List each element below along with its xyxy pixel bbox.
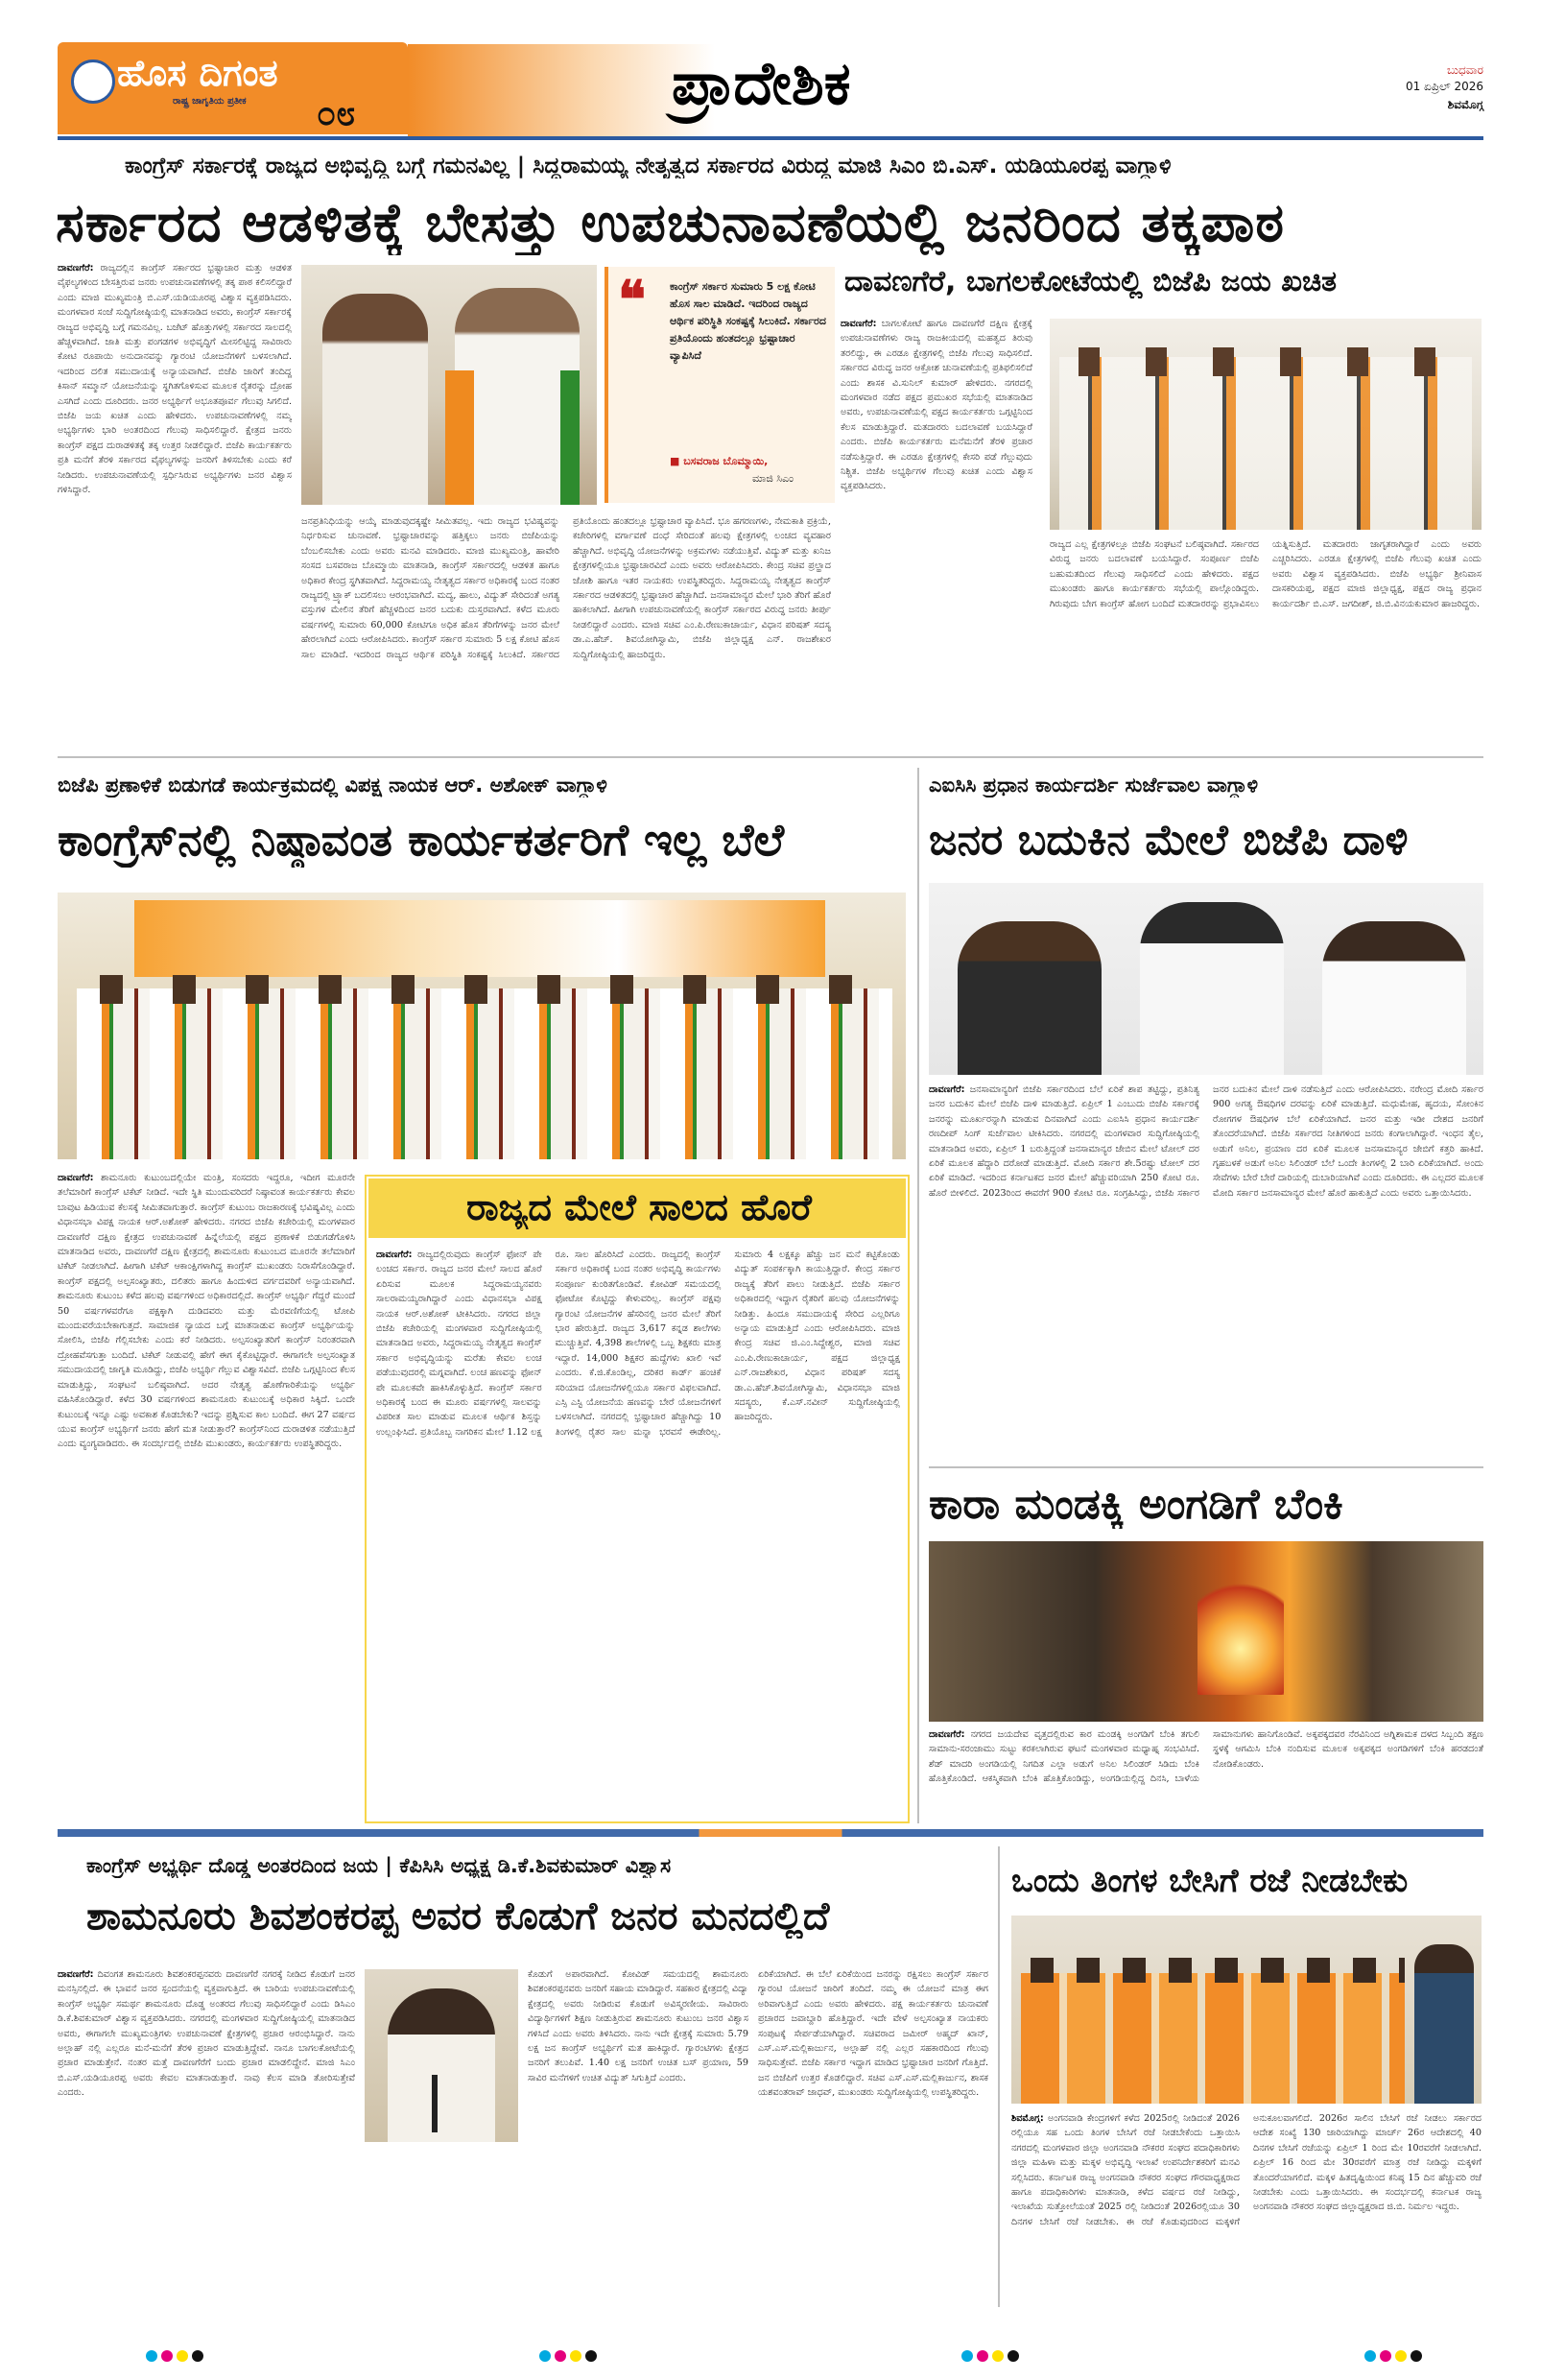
story5-body-2: ಕೊಡುಗೆ ಅಪಾರವಾಗಿದೆ. ಕೋವಿಡ್ ಸಮಯದಲ್ಲಿ ಶಾಮನೂರು ಶಿವಶಂಕರಪ್ಪನವರು ಜನರಿಗೆ ಸಹಾಯ ಮಾಡಿದ್ದಾರೆ. ಸಹಕಾರ ಕ್ಷೇತ್ರದಲ್ಲಿ ವಿದ್ಯಾ ಕ್ಷೇತ್ರದಲ್ಲಿ ಅವರು ನೀಡಿರುವ ಕೊಡುಗೆ ಅವಿಸ್ಮರಣೀಯ. ಸಾವಿರಾರು ವಿದ್ಯಾರ್ಥಿಗಳಿಗೆ ಶಿಕ್ಷಣ ನೀಡುತ್ತಿರುವ ಶಾಮನೂರು ಕುಟುಂಬ ಜನರ ವಿಶ್ವಾಸ ಗಳಿಸಿದೆ ಎಂದು ಅವರು ತಿಳಿಸಿದರು. ನಾನು ಇದೇ ಕ್ಷೇತ್ರಕ್ಕೆ ಸುಮಾರು 5.79 ಲಕ್ಷ ಜನ ಕಾಂಗ್ರೆಸ್ ಅಭ್ಯರ್ಥಿಗೆ ಮತ ಹಾಕಿದ್ದಾರೆ. ಗ್ಯಾರಂಟಿಗಳು ಕ್ಷೇತ್ರದ ಜನರಿಗೆ ತಲುಪಿವೆ. 1.40 ಲಕ್ಷ ಜನರಿಗೆ ಉಚಿತ ಬಸ್ ಪ್ರಯಾಣ, 59 ಸಾವಿರ ಮನೆಗಳಿಗೆ ಉಚಿತ ವಿದ್ಯುತ್ ಸಿಗುತ್ತಿದೆ ಎಂದರು.	[528, 1969, 748, 2083]
story4-dateline: ದಾವಣಗೆರೆ:	[929, 1729, 965, 1740]
photo-person-1	[322, 294, 428, 505]
rule-vertical-mid	[917, 768, 919, 1823]
reg-black-dot	[1008, 2350, 1019, 2362]
rule-vertical-bottom	[998, 1846, 1000, 2307]
side-photo-heads	[1059, 347, 1472, 376]
masthead	[58, 42, 1483, 138]
side-photo-group	[1059, 357, 1472, 530]
loan-box-headline: ರಾಜ್ಯದ ಮೇಲೆ ಸಾಲದ ಹೊರೆ	[466, 1186, 812, 1228]
story4-fire	[1197, 1580, 1284, 1695]
story5-headline: ಶಾಮನೂರು ಶಿವಶಂಕರಪ್ಪ ಅವರ ಕೊಡುಗೆ ಜನರ ಮನದಲ್ಲಿದೆ	[86, 1894, 830, 1939]
story2-headline: ಕಾಂಗ್ರೆಸ್‌ನಲ್ಲಿ ನಿಷ್ಠಾವಂತ ಕಾರ್ಯಕರ್ತರಿಗೆ ಇಲ್ಲ ಬೆಲೆ	[58, 814, 785, 866]
reg-black-dot	[192, 2350, 203, 2362]
story5-body-3: ಏರಿಕೆಯಾಗಿದೆ. ಈ ಬೆಲೆ ಏರಿಕೆಯಿಂದ ಜನರನ್ನು ರಕ್ಷಿಸಲು ಕಾಂಗ್ರೆಸ್ ಸರ್ಕಾರ ಗ್ಯಾರಂಟಿ ಯೋಜನೆ ಜಾರಿಗೆ ತಂದಿದೆ. ನಮ್ಮ ಈ ಯೋಜನೆ ಮಾತ್ರ ಈಗ ಅರಿವಾಗುತ್ತಿದೆ ಎಂದು ಅವರು ಹೇಳಿದರು. ಪಕ್ಷ ಕಾರ್ಯಕರ್ತರು ಚುನಾವಣೆ ಪ್ರಚಾರದ ಜವಾಬ್ದಾರಿ ಹೊತ್ತಿದ್ದಾರೆ. ಇದೇ ವೇಳೆ ಅಲ್ಪಸಂಖ್ಯಾತ ನಾಯಕರು ಸಂಪುಟಕ್ಕೆ ಸೇರ್ಪಡೆಯಾಗಿದ್ದಾರೆ. ಸಚಿವರಾದ ಜಮೀರ್ ಅಹ್ಮದ್ ಖಾನ್, ಎಸ್.ಎಸ್.ಮಲ್ಲಿಕಾರ್ಜುನ, ಅಲ್ಲಾಹ್ ನಲ್ಲಿ ಎಲ್ಲರ ಸಹಕಾರದಿಂದ ಗೆಲುವು ಸಾಧಿಸುತ್ತೇವೆ. ಬಿಜೆಪಿ ಸರ್ಕಾರ ಇದ್ದಾಗ ಮಾಡಿದ ಭ್ರಷ್ಟಾಚಾರ ಜನರಿಗೆ ಗೊತ್ತಿದೆ. ಜನ ಬಿಜೆಪಿಗೆ ಉತ್ತರ ಕೊಡಲಿದ್ದಾರೆ. ಸಚಿವ ಎಸ್.ಎಸ್.ಮಲ್ಲಿಕಾರ್ಜುನ, ಶಾಸಕ ಯಶವಂತರಾವ್ ಜಾಧವ್, ಮುಖಂಡರು ಸುದ್ದಿಗೋಷ್ಠಿಯಲ್ಲಿ ಉಪಸ್ಥಿತರಿದ್ದರು.	[758, 1969, 988, 2099]
divider-bar	[58, 1829, 1483, 1837]
side-headline: ದಾವಣಗೆರೆ, ಬಾಗಲಕೋಟೆಯಲ್ಲಿ ಬಿಜೆಪಿ ಜಯ ಖಚಿತ	[844, 265, 1483, 298]
story3-photo	[929, 883, 1483, 1075]
reg-cyan-dot	[146, 2350, 157, 2362]
story5-body-1: ದಿವಂಗತ ಶಾಮನೂರು ಶಿವಶಂಕರಪ್ಪನವರು ದಾವಣಗೆರೆ ನಗರಕ್ಕೆ ನೀಡಿದ ಕೊಡುಗೆ ಜನರ ಮನಸ್ಸಿನಲ್ಲಿದೆ. ಈ ಭಾವನೆ ಜನರ ಸ್ಪಂದನೆಯಲ್ಲಿ ವ್ಯಕ್ತವಾಗುತ್ತಿದೆ. ಈ ಬಾರಿಯ ಉಪಚುನಾವಣೆಯಲ್ಲಿ ಕಾಂಗ್ರೆಸ್ ಅಭ್ಯರ್ಥಿ ಸಮರ್ಥ ಶಾಮನೂರು ದೊಡ್ಡ ಅಂತರದ ಗೆಲುವು ಸಾಧಿಸಲಿದ್ದಾರೆ ಎಂದು ಡಿಸಿಎಂ ಡಿ.ಕೆ.ಶಿವಕುಮಾರ್ ವಿಶ್ವಾಸ ವ್ಯಕ್ತಪಡಿಸಿದರು. ನಗರದಲ್ಲಿ ಮಂಗಳವಾರ ಸುದ್ದಿಗೋಷ್ಠಿಯಲ್ಲಿ ಮಾತನಾಡಿದ ಅವರು, ಈಗಾಗಲೇ ಮುಖ್ಯಮಂತ್ರಿಗಳು ಉಪಚುನಾವಣೆ ಕ್ಷೇತ್ರಗಳಲ್ಲಿ ಪ್ರಚಾರ ಆರಂಭಿಸಿದ್ದಾರೆ. ನಾನು ಅಲ್ಲಾಹ್ ನಲ್ಲಿ ಎಲ್ಲರೂ ಮನೆ-ಮನೆಗೆ ತೆರಳಿ ಪ್ರಚಾರ ಮಾಡುತ್ತಿದ್ದೇವೆ. ನಾನೂ ಬಾಗಲಕೋಟೆಯಲ್ಲಿ ಪ್ರಚಾರ ಮಾಡುತ್ತೇನೆ. ನಂತರ ಮತ್ತೆ ದಾವಣಗೆರೆಗೆ ಬಂದು ಪ್ರಚಾರ ಮಾಡಲಿದ್ದೇನೆ. ಮಾಜಿ ಸಿಎಂ ಬಿ.ಎಸ್.ಯಡಿಯೂರಪ್ಪ ಅವರು ಕೇವಲ ಮಾತನಾಡುತ್ತಾರೆ. ನಾವು ಕೆಲಸ ಮಾಡಿ ತೋರಿಸುತ್ತೇವೆ ಎಂದರು.	[58, 1969, 355, 2099]
story5-col2	[528, 1967, 748, 2303]
story2-people	[77, 988, 892, 1159]
section-title: ಪ್ರಾದೇಶಿಕ	[672, 48, 851, 118]
story2-photo	[58, 892, 906, 1159]
registration-marks-center	[537, 2347, 599, 2366]
photo-shawl-2	[560, 370, 580, 505]
story5-col1	[58, 1967, 355, 2303]
masthead-underline	[58, 136, 1483, 140]
story3-person-2	[1140, 902, 1284, 1075]
masthead-date-block	[1382, 63, 1483, 112]
story3-kicker: ಎಐಸಿಸಿ ಪ್ರಧಾನ ಕಾರ್ಯದರ್ಶಿ ಸುರ್ಜೆವಾಲ ವಾಗ್ದಾಳಿ	[929, 774, 1259, 797]
lead-body-2: ಜನಪ್ರತಿನಿಧಿಯನ್ನು ಆಯ್ಕೆ ಮಾಡುವುದಕ್ಕಷ್ಟೇ ಸೀಮಿತವಲ್ಲ. ಇದು ರಾಜ್ಯದ ಭವಿಷ್ಯವನ್ನು ನಿರ್ಧರಿಸುವ ಚುನಾವಣೆ. ಭ್ರಷ್ಟಾಚಾರವನ್ನು ಹತ್ತಿಕ್ಕಲು ಜನರು ಬಿಜೆಪಿಯನ್ನು ಬೆಂಬಲಿಸಬೇಕು ಎಂದು ಅವರು ಮನವಿ ಮಾಡಿದರು. ಮಾಜಿ ಮುಖ್ಯಮಂತ್ರಿ, ಹಾವೇರಿ ಸಂಸದ ಬಸವರಾಜ ಬೊಮ್ಮಾಯಿ ಮಾತನಾಡಿ, ಕಾಂಗ್ರೆಸ್ ಸರ್ಕಾರದಲ್ಲಿ ಆಡಳಿತ ಹಾಗೂ ಅಧಿಕಾರ ಕೇಂದ್ರ ಸ್ಥಗಿತವಾಗಿದೆ. ಸಿದ್ದರಾಮಯ್ಯ ನೇತೃತ್ವದ ಸರ್ಕಾರ ಅಧಿಕಾರಕ್ಕೆ ಬಂದ ನಂತರ ರಾಜ್ಯದಲ್ಲಿ ಟ್ರ್ಯಾಕ್ ಬದಲಿಸಲು ಆರಂಭವಾಗಿದೆ. ಮದ್ಯ, ಹಾಲು, ವಿದ್ಯುತ್ ಸೇರಿದಂತೆ ಅಗತ್ಯ ವಸ್ತುಗಳ ಮೇಲಿನ ತೆರಿಗೆ ಹೆಚ್ಚಳದಿಂದ ಜನರ ಬದುಕು ದುಸ್ತರವಾಗಿದೆ. ಕಳೆದ ಮೂರು ವರ್ಷಗಳಲ್ಲಿ ಸುಮಾರು 60,000 ಕೋಟಿಗೂ ಅಧಿಕ ಹೊಸ ತೆರಿಗೆಗಳನ್ನು ಜನರ ಮೇಲೆ ಹೇರಲಾಗಿದೆ ಎಂದು ಆರೋಪಿಸಿದರು. ಕಾಂಗ್ರೆಸ್ ಸರ್ಕಾರ ಸುಮಾರು 5 ಲಕ್ಷ ಕೋಟಿ ಹೊಸ ಸಾಲ ಮಾಡಿದೆ. ಇದರಿಂದ ರಾಜ್ಯದ ಆರ್ಥಿಕ ಪರಿಸ್ಥಿತಿ ಸಂಕಷ್ಟಕ್ಕೆ ಸಿಲುಕಿದೆ. ಸರ್ಕಾರದ ಪ್ರತಿಯೊಂದು ಹಂತದಲ್ಲೂ ಭ್ರಷ್ಟಾಚಾರ ವ್ಯಾಪಿಸಿದೆ. ಭೂ ಹಗರಣಗಳು, ನೇಮಕಾತಿ ಪ್ರಕ್ರಿಯೆ, ಕಚೇರಿಗಳಲ್ಲಿ ವರ್ಗಾವಣೆ ದಂಧೆ ಸೇರಿದಂತೆ ಹಲವು ಕ್ಷೇತ್ರಗಳಲ್ಲಿ ಲಂಚದ ವ್ಯವಹಾರ ಹೆಚ್ಚಾಗಿದೆ.	[301, 516, 831, 660]
story2-kicker: ಬಿಜೆಪಿ ಪ್ರಣಾಳಿಕೆ ಬಿಡುಗಡೆ ಕಾರ್ಯಕ್ರಮದಲ್ಲಿ ವಿಪಕ್ಷ ನಾಯಕ ಆರ್. ಅಶೋಕ್ ವಾಗ್ದಾಳಿ	[58, 774, 607, 797]
lead-body-col1	[58, 261, 292, 745]
page-number: ೦೮	[317, 94, 356, 133]
side-body-1: ಬಾಗಲಕೋಟೆ ಹಾಗೂ ದಾವಣಗೆರೆ ದಕ್ಷಿಣ ಕ್ಷೇತ್ರಕ್ಕೆ ಉಪಚುನಾವಣೆಗಳು ರಾಜ್ಯ ರಾಜಕೀಯದಲ್ಲಿ ಮಹತ್ವದ ತಿರುವು ತರಲಿದ್ದು, ಈ ಎರಡೂ ಕ್ಷೇತ್ರಗಳಲ್ಲಿ ಬಿಜೆಪಿ ಗೆಲುವು ಸಾಧಿಸಲಿದೆ. ಸರ್ಕಾರದ ವಿರುದ್ಧ ಜನರ ಆಕ್ರೋಶ ಚುನಾವಣೆಯಲ್ಲಿ ಪ್ರತಿಫಲಿಸಲಿದೆ ಎಂದು ಶಾಸಕ ವಿ.ಸುನಿಲ್ ಕುಮಾರ್ ಹೇಳಿದರು. ನಗರದಲ್ಲಿ ಮಂಗಳವಾರ ನಡೆದ ಪಕ್ಷದ ಪ್ರಮುಖರ ಸಭೆಯಲ್ಲಿ ಮಾತನಾಡಿದ ಅವರು, ಉಪಚುನಾವಣೆಯಲ್ಲಿ ಪಕ್ಷದ ಕಾರ್ಯಕರ್ತರು ಒಗ್ಗಟ್ಟಿನಿಂದ ಕೆಲಸ ಮಾಡುತ್ತಿದ್ದಾರೆ. ಮತದಾರರು ಬದಲಾವಣೆ ಬಯಸಿದ್ದಾರೆ ಎಂದರು. ಬಿಜೆಪಿ ಕಾರ್ಯಕರ್ತರು ಮನೆಮನೆಗೆ ತೆರಳಿ ಪ್ರಚಾರ ನಡೆಸುತ್ತಿದ್ದಾರೆ. ಈ ಎರಡೂ ಕ್ಷೇತ್ರಗಳಲ್ಲಿ ಕೇಸರಿ ಪಡೆ ಗೆಲ್ಲುವುದು ನಿಶ್ಚಿತ. ಬಿಜೆಪಿ ಅಭ್ಯರ್ಥಿಗಳ ಗೆಲುವು ಖಚಿತ ಎಂದು ವಿಶ್ವಾಸ ವ್ಯಕ್ತಪಡಿಸಿದರು.	[841, 319, 1032, 492]
reg-magenta-dot	[977, 2350, 988, 2362]
story3-person-3	[1322, 921, 1466, 1075]
story6-text: ಅಂಗನವಾಡಿ ಕೇಂದ್ರಗಳಿಗೆ ಕಳೆದ 2025ರಲ್ಲಿ ನೀಡಿದಂತೆ 2026 ರಲ್ಲಿಯೂ ಸಹ ಒಂದು ತಿಂಗಳ ಬೇಸಿಗೆ ರಜೆ ನೀಡಬೇಕೆಂದು ಒತ್ತಾಯಿಸಿ ನಗರದಲ್ಲಿ ಮಂಗಳವಾರ ಜಿಲ್ಲಾ ಅಂಗನವಾಡಿ ನೌಕರರ ಸಂಘದ ಪದಾಧಿಕಾರಿಗಳು ಜಿಲ್ಲಾ ಮಹಿಳಾ ಮತ್ತು ಮಕ್ಕಳ ಅಭಿವೃದ್ಧಿ ಇಲಾಖೆ ಉಪನಿರ್ದೇಶಕರಿಗೆ ಮನವಿ ಸಲ್ಲಿಸಿದರು. ಕರ್ನಾಟಕ ರಾಜ್ಯ ಅಂಗನವಾಡಿ ನೌಕರರ ಸಂಘದ ಗೌರವಾಧ್ಯಕ್ಷರಾದ ಹಾಗೂ ಪದಾಧಿಕಾರಿಗಳು ಮಾತನಾಡಿ, ಕಳೆದ ವರ್ಷದ ರಜೆ ನೀಡಿದ್ದು, ಇಲಾಖೆಯ ಸುತ್ತೋಲೆಯಂತೆ 2025 ರಲ್ಲಿ ನೀಡಿದಂತೆ 2026ರಲ್ಲಿಯೂ 30 ದಿನಗಳ ಬೇಸಿಗೆ ರಜೆ ನೀಡಬೇಕು. ಈ ರಜೆ ಕೊಡುವುದರಿಂದ ಮಕ್ಕಳಿಗೆ ಅನುಕೂಲವಾಗಲಿದೆ. 2026ರ ಸಾಲಿನ ಬೇಸಿಗೆ ರಜೆ ನೀಡಲು ಸರ್ಕಾರದ ಆದೇಶ ಸಂಖ್ಯೆ 130 ಜಾರಿಯಾಗಿದ್ದು ಮಾರ್ಚ್ 26ರ ಆದೇಶದಲ್ಲಿ 40 ದಿನಗಳ ಬೇಸಿಗೆ ರಜೆಯನ್ನು ಏಪ್ರಿಲ್ 1 ರಿಂದ ಮೇ 10ರವರೆಗೆ ನೀಡಲಾಗಿದೆ. ಏಪ್ರಿಲ್ 16 ರಿಂದ ಮೇ 30ರವರೆಗೆ ಮಾತ್ರ ರಜೆ ನೀಡಿದ್ದು ಮಕ್ಕಳಿಗೆ ತೊಂದರೆಯಾಗಲಿದೆ. ಮಕ್ಕಳ ಹಿತದೃಷ್ಟಿಯಿಂದ ಕನಿಷ್ಠ 15 ದಿನ ಹೆಚ್ಚುವರಿ ರಜೆ ನೀಡಬೇಕು ಎಂದು ಒತ್ತಾಯಿಸಿದರು. ಈ ಸಂದರ್ಭದಲ್ಲಿ ಕರ್ನಾಟಕ ರಾಜ್ಯ ಅಂಗನವಾಡಿ ನೌಕರರ ಸಂಘದ ಜಿಲ್ಲಾಧ್ಯಕ್ಷರಾದ ಜಿ.ಬಿ. ನಿರ್ಮಲ ಇದ್ದರು.	[1011, 2113, 1482, 2227]
side-dateline: ದಾವಣಗೆರೆ:	[841, 319, 877, 329]
story5-dateline: ದಾವಣಗೆರೆ:	[58, 1969, 94, 1980]
lead-dateline: ದಾವಣಗೆರೆ:	[58, 263, 94, 274]
side-body-2: ರಾಜ್ಯದ ಎಲ್ಲ ಕ್ಷೇತ್ರಗಳಲ್ಲೂ ಬಿಜೆಪಿ ಸಂಘಟನೆ ಬಲಿಷ್ಠವಾಗಿದೆ. ಸರ್ಕಾರದ ವಿರುದ್ಧ ಜನರು ಬದಲಾವಣೆ ಬಯಸಿದ್ದಾರೆ. ಸಂಪೂರ್ಣ ಬಿಜೆಪಿ ಬಹುಮತದಿಂದ ಗೆಲುವು ಸಾಧಿಸಲಿದೆ ಎಂದು ಹೇಳಿದರು. ಪಕ್ಷದ ಮುಖಂಡರು ಹಾಗೂ ಕಾರ್ಯಕರ್ತರು ಸಭೆಯಲ್ಲಿ ಪಾಲ್ಗೊಂಡಿದ್ದರು.	[1050, 539, 1259, 595]
story2-body	[58, 1171, 355, 1823]
story4-headline: ಕಾರಾ ಮಂಡಕ್ಕಿ ಅಂಗಡಿಗೆ ಬೆಂಕಿ	[929, 1480, 1343, 1529]
edition: ಶಿವಮೊಗ್ಗ	[1447, 98, 1483, 111]
story6-photo	[1011, 1916, 1482, 2104]
lead-body-1: ರಾಜ್ಯದಲ್ಲಿನ ಕಾಂಗ್ರೆಸ್ ಸರ್ಕಾರದ ಭ್ರಷ್ಟಾಚಾರ ಮತ್ತು ಆಡಳಿತ ವೈಫಲ್ಯಗಳಿಂದ ಬೇಸತ್ತಿರುವ ಜನರು ಉಪಚುನಾವಣೆಗಳಲ್ಲಿ ತಕ್ಕ ಪಾಠ ಕಲಿಸಲಿದ್ದಾರೆ ಎಂದು ಮಾಜಿ ಮುಖ್ಯಮಂತ್ರಿ ಬಿ.ಎಸ್.ಯಡಿಯೂರಪ್ಪ ವಿಶ್ವಾಸ ವ್ಯಕ್ತಪಡಿಸಿದರು. ಮಂಗಳವಾರ ಸಂಜೆ ಸುದ್ದಿಗೋಷ್ಠಿಯಲ್ಲಿ ಮಾತನಾಡಿದ ಅವರು, ಕಾಂಗ್ರೆಸ್ ಸರ್ಕಾರಕ್ಕೆ ರಾಜ್ಯದ ಅಭಿವೃದ್ಧಿ ಬಗ್ಗೆ ಗಮನವಿಲ್ಲ. ಬಜೆಟ್ ಹೊತ್ತುಗಳಲ್ಲಿ ಸರ್ಕಾರದ ಸಾಲದಲ್ಲಿ ಹೆಚ್ಚಳವಾಗಿದೆ. ಜಾತಿ ಮತ್ತು ಪಂಗಡಗಳ ಅಭಿವೃದ್ಧಿಗೆ ಮೀಸಲಿಟ್ಟಿದ್ದ ಸಾವಿರಾರು ಕೋಟಿ ರೂಪಾಯಿ ಅನುದಾನವನ್ನು ಗ್ಯಾರಂಟಿ ಯೋಜನೆಗಳಿಗೆ ಬಳಸಲಾಗಿದೆ. ಇದರಿಂದ ದಲಿತ ಸಮುದಾಯಕ್ಕೆ ಅನ್ಯಾಯವಾಗಿದೆ. ಬಿಜೆಪಿ ಜಾರಿಗೆ ತಂದಿದ್ದ ಕಿಸಾನ್ ಸಮ್ಮಾನ್ ಯೋಜನೆಯನ್ನು ಸ್ಥಗಿತಗೊಳಿಸುವ ಮೂಲಕ ರೈತರನ್ನು ದ್ರೋಹ ಎಸಗಿದೆ ಎಂದು ದೂರಿದರು. ಜನರ ಅಭ್ಯರ್ಥಿಗೆ ಅಭೂತಪೂರ್ವ ಗೆಲುವು ಸಿಗಲಿದೆ. ಬಿಜೆಪಿ ಜಯ ಖಚಿತ ಎಂದು ಹೇಳಿದರು. ಉಪಚುನಾವಣೆಗಳಲ್ಲಿ ನಮ್ಮ ಅಭ್ಯರ್ಥಿಗಳು ಭಾರಿ ಅಂತರದಿಂದ ಗೆಲುವು ಸಾಧಿಸಲಿದ್ದಾರೆ. ಕ್ಷೇತ್ರದ ಜನರು ಕಾಂಗ್ರೆಸ್ ಪಕ್ಷದ ದುರಾಡಳಿತಕ್ಕೆ ತಕ್ಕ ಉತ್ತರ ನೀಡಲಿದ್ದಾರೆ. ಬಿಜೆಪಿ ಕಾರ್ಯಕರ್ತರು ಪ್ರತಿ ಮನೆಗೆ ತೆರಳಿ ಸರ್ಕಾರದ ವೈಫಲ್ಯಗಳನ್ನು ಜನರಿಗೆ ತಿಳಿಸಬೇಕು ಎಂದು ಕರೆ ನೀಡಿದರು. ಉಪಚುನಾವಣೆಯಲ್ಲಿ ಸ್ಪರ್ಧಿಸಿರುವ ಅಭ್ಯರ್ಥಿಗಳು ಜನರ ವಿಶ್ವಾಸ ಗಳಿಸಿದ್ದಾರೆ.	[58, 263, 292, 496]
logo-emblem-icon	[71, 60, 115, 104]
story2-heads	[77, 975, 892, 1004]
story6-headline: ಒಂದು ತಿಂಗಳ ಬೇಸಿಗೆ ರಜೆ ನೀಡಬೇಕು	[1011, 1862, 1409, 1900]
story5-photo	[365, 1969, 518, 2142]
story4-photo	[929, 1541, 1483, 1722]
reg-yellow-dot	[1395, 2350, 1407, 2362]
story5-mic-icon	[432, 2075, 438, 2132]
logo-text: ಹೊಸ ದಿಗಂತ	[117, 52, 278, 94]
quote-author-role: ಮಾಜಿ ಸಿಎಂ	[752, 472, 794, 485]
story6-body	[1011, 2111, 1482, 2303]
lead-body-3: ಅಭಿವೃದ್ಧಿ ಯೋಜನೆಗಳನ್ನು ಅಕ್ರಮಗಳು ನಡೆಯುತ್ತಿವೆ. ವಿದ್ಯುತ್ ಮತ್ತು ಖನಿಜ ಕ್ಷೇತ್ರಗಳಲ್ಲಿಯೂ ಭ್ರಷ್ಟಾಚಾರವಿದೆ ಎಂದು ಅವರು ಆರೋಪಿಸಿದರು. ಕೇಂದ್ರ ಸಚಿವ ಪ್ರಲ್ಹಾದ ಜೋಶಿ ಹಾಗೂ ಇತರ ನಾಯಕರು ಉಪಸ್ಥಿತರಿದ್ದರು. ಸಿದ್ದರಾಮಯ್ಯ ನೇತೃತ್ವದ ಕಾಂಗ್ರೆಸ್ ಸರ್ಕಾರದ ಆಡಳಿತದಲ್ಲಿ ಭ್ರಷ್ಟಾಚಾರ ಹೆಚ್ಚಾಗಿದೆ. ಜನಸಾಮಾನ್ಯರ ಮೇಲೆ ಭಾರಿ ತೆರಿಗೆ ಹೊರೆ ಹಾಕಲಾಗಿದೆ. ಹೀಗಾಗಿ ಉಪಚುನಾವಣೆಯಲ್ಲಿ ಕಾಂಗ್ರೆಸ್ ಸರ್ಕಾರದ ವಿರುದ್ಧ ಜನರು ತೀರ್ಪು ನೀಡಲಿದ್ದಾರೆ ಎಂದರು. ಮಾಜಿ ಸಚಿವ ಎಂ.ಪಿ.ರೇಣುಕಾಚಾರ್ಯ, ವಿಧಾನ ಪರಿಷತ್ ಸದಸ್ಯ ಡಾ.ಎ.ಹೆಚ್. ಶಿವಯೋಗಿಸ್ವಾಮಿ, ಬಿಜೆಪಿ ಜಿಲ್ಲಾಧ್ಯಕ್ಷ ಎನ್. ರಾಜಶೇಖರ ಸುದ್ದಿಗೋಷ್ಠಿಯಲ್ಲಿ ಹಾಜರಿದ್ದರು.	[573, 545, 831, 660]
lead-headline: ಸರ್ಕಾರದ ಆಡಳಿತಕ್ಕೆ ಬೇಸತ್ತು ಉಪಚುನಾವಣೆಯಲ್ಲಿ ಜನರಿಂದ ತಕ್ಕಪಾಠ	[56, 192, 1285, 254]
reg-magenta-dot	[555, 2350, 566, 2362]
masthead-gradient-bar	[408, 44, 715, 136]
story3-headline: ಜನರ ಬದುಕಿನ ಮೇಲೆ ಬಿಜೆಪಿ ದಾಳಿ	[929, 816, 1409, 865]
lead-body-col23	[301, 514, 831, 745]
reg-black-dot	[585, 2350, 597, 2362]
rule-right-mid	[929, 1466, 1483, 1468]
side-body-3: ಗಿರುವುದು ಬೇಗ ಕಾಂಗ್ರೆಸ್ ಹೋಗ ಬಂದಿದೆ ಮತದಾರರನ್ನು ಪ್ರಭಾವಿಸಲು ಯತ್ನಿಸುತ್ತಿದೆ. ಮತದಾರರು ಜಾಗೃತರಾಗಿದ್ದಾರೆ ಎಂದು ಅವರು ಎಚ್ಚರಿಸಿದರು. ಎರಡೂ ಕ್ಷೇತ್ರಗಳಲ್ಲಿ ಬಿಜೆಪಿ ಗೆಲುವು ಖಚಿತ ಎಂದು ಅವರು ವಿಶ್ವಾಸ ವ್ಯಕ್ತಪಡಿಸಿದರು. ಬಿಜೆಪಿ ಅಭ್ಯರ್ಥಿ ಶ್ರೀನಿವಾಸ ದಾಸಕರಿಯಪ್ಪ, ಪಕ್ಷದ ಮಾಜಿ ಜಿಲ್ಲಾಧ್ಯಕ್ಷ, ಪಕ್ಷದ ರಾಜ್ಯ ಪ್ರಧಾನ ಕಾರ್ಯದರ್ಶಿ ಬಿ.ಎಸ್. ಜಗದೀಶ್, ಜಿ.ಬಿ.ವಿನಯಕುಮಾರ ಹಾಜರಿದ್ದರು.	[1050, 539, 1482, 609]
story6-dateline: ಶಿವಮೊಗ್ಗ:	[1011, 2113, 1044, 2124]
story6-heads	[1021, 1958, 1405, 1983]
story6-people	[1021, 1973, 1405, 2104]
quote-mark-icon: ❝	[618, 269, 647, 330]
side-body-col1	[841, 317, 1032, 745]
logo-tagline: ರಾಷ್ಟ್ರ ಜಾಗೃತಿಯ ಪ್ರತೀಕ	[173, 96, 247, 107]
story3-text: ಜನಸಾಮಾನ್ಯರಿಗೆ ಬಿಜೆಪಿ ಸರ್ಕಾರದಿಂದ ಬೆಲೆ ಏರಿಕೆ ಶಾಪ ತಟ್ಟಿದ್ದು, ಪ್ರತಿನಿತ್ಯ ಜನರ ಬದುಕಿನ ಮೇಲೆ ಬಿಜೆಪಿ ದಾಳಿ ಮಾಡುತ್ತಿದೆ. ಏಪ್ರಿಲ್ 1 ಎಂಬುದು ಬಿಜೆಪಿ ಸರ್ಕಾರಕ್ಕೆ ಜನರನ್ನು ಮೂರ್ಖರನ್ನಾಗಿ ಮಾಡುವ ದಿನವಾಗಿದೆ ಎಂದು ಎಐಸಿಸಿ ಪ್ರಧಾನ ಕಾರ್ಯದರ್ಶಿ ರಣದೀಪ್ ಸಿಂಗ್ ಸುರ್ಜೆವಾಲ ಟೀಕಿಸಿದರು. ನಗರದಲ್ಲಿ ಮಂಗಳವಾರ ಸುದ್ದಿಗೋಷ್ಠಿಯಲ್ಲಿ ಮಾತನಾಡಿದ ಅವರು, ಏಪ್ರಿಲ್ 1 ಬರುತ್ತಿದ್ದಂತೆ ಜನಸಾಮಾನ್ಯರ ಜೇಬಿನ ಮೇಲೆ ಟೋಲ್ ದರ ಏರಿಕೆ ಮೂಲಕ ಹೆದ್ದಾರಿ ದರೋಡೆ ಮಾಡುತ್ತಿದೆ. ಮೋದಿ ಸರ್ಕಾರ ಶೇ.5ರಷ್ಟು ಟೋಲ್ ದರ ಏರಿಕೆ ಮಾಡಿದೆ. ಇದರಿಂದ ಕರ್ನಾಟಕದ ಜನರ ಮೇಲೆ ಹೆಚ್ಚುವರಿಯಾಗಿ 250 ಕೋಟಿ ರೂ. ಹೊರೆ ಬೀಳಲಿದೆ. 2023ರಿಂದ ಈವರೆಗೆ 900 ಕೋಟಿ ರೂ. ಸಂಗ್ರಹಿಸಿದ್ದು, ಬಿಜೆಪಿ ಸರ್ಕಾರ ಜನರ ಬದುಕಿನ ಮೇಲೆ ದಾಳಿ ನಡೆಸುತ್ತಿದೆ ಎಂದು ಆರೋಪಿಸಿದರು. ನರೇಂದ್ರ ಮೋದಿ ಸರ್ಕಾರ 900 ಅಗತ್ಯ ಔಷಧಿಗಳ ದರವನ್ನು ಏರಿಕೆ ಮಾಡುತ್ತಿದೆ. ಮಧುಮೇಹ, ಹೃದಯ, ಸೋಂಕಿನ ರೋಗಗಳ ಔಷಧಿಗಳ ಬೆಲೆ ಏರಿಕೆಯಾಗಿದೆ. ಜನರ ಮತ್ತು ಇಡೀ ದೇಶದ ಜನರಿಗೆ ತೊಂದರೆಯಾಗಿದೆ. ಬಿಜೆಪಿ ಸರ್ಕಾರದ ನೀತಿಗಳಿಂದ ಜನರು ಕಂಗಾಲಾಗಿದ್ದಾರೆ. ಇಂಧನ ತೈಲ, ಅಡುಗೆ ಅನಿಲ, ಪ್ರಯಾಣ ದರ ಏರಿಕೆ ಮೂಲಕ ಜನಸಾಮಾನ್ಯರ ಜೇಬಿಗೆ ಕತ್ತರಿ ಹಾಕಿದೆ. ಗೃಹಬಳಕೆ ಅಡುಗೆ ಅನಿಲ ಸಿಲಿಂಡರ್ ಬೆಲೆ ಒಂದೇ ತಿಂಗಳಲ್ಲಿ 2 ಬಾರಿ ಏರಿಕೆಯಾಗಿದೆ. ಅಂದು ಸೇವೆಗಳು ಬೇರೆ ಬೇರೆ ದಾರಿಯಲ್ಲಿ ದುಬಾರಿಯಾಗಿವೆ ಎಂದು ದೂರಿದರು. ಈ ಎಲ್ಲದರ ಮೂಲಕ ಮೋದಿ ಸರ್ಕಾರ ಜನಸಾಮಾನ್ಯರ ಮೇಲೆ ಹೊರೆ ಹಾಕುತ್ತಿದೆ ಎಂದು ಅವರು ಒತ್ತಾಯಿಸಿದರು.	[929, 1084, 1483, 1199]
side-photo	[1050, 319, 1482, 530]
registration-marks-left	[144, 2347, 205, 2366]
story3-body	[929, 1083, 1483, 1459]
story5-kicker: ಕಾಂಗ್ರೆಸ್ ಅಭ್ಯರ್ಥಿ ದೊಡ್ಡ ಅಂತರದಿಂದ ಜಯ | ಕೆಪಿಸಿಸಿ ಅಧ್ಯಕ್ಷ ಡಿ.ಕೆ.ಶಿವಕುಮಾರ್ ವಿಶ್ವಾಸ	[86, 1854, 672, 1877]
quote-author: ■ ಬಸವರಾಜ ಬೊಮ್ಮಾಯಿ,	[670, 455, 769, 467]
reg-black-dot	[1411, 2350, 1422, 2362]
lead-photo	[301, 265, 597, 505]
photo-shawl	[445, 370, 474, 505]
story4-body	[929, 1727, 1483, 1823]
day: ಬುಧವಾರ	[1447, 63, 1483, 77]
reg-yellow-dot	[177, 2350, 188, 2362]
rule-row1	[58, 756, 1483, 758]
story5-col3	[758, 1967, 988, 2303]
story3-person-1	[958, 921, 1102, 1075]
story4-text: ನಗರದ ಜಯದೇವ ವೃತ್ತದಲ್ಲಿರುವ ಕಾರ ಮಂಡಕ್ಕಿ ಅಂಗಡಿಗೆ ಬೆಂಕಿ ತಗುಲಿ ಸಾಮಾನು-ಸರಂಜಾಮು ಸುಟ್ಟು ಕರಕಲಾಗಿರುವ ಘಟನೆ ಮಂಗಳವಾರ ಮಧ್ಯಾಹ್ನ ಸಂಭವಿಸಿದೆ. ಶೆಡ್ ಮಾದರಿ ಅಂಗಡಿಯಲ್ಲಿ ನಿಗದಿತ ಎಲ್ಲಾ ಅಡುಗೆ ಅನಿಲ ಸಿಲಿಂಡರ್ ಸಿಡಿದು ಬೆಂಕಿ ಹೊತ್ತಿಕೊಂಡಿದೆ. ಆಕಸ್ಮಿಕವಾಗಿ ಬೆಂಕಿ ಹೊತ್ತಿಕೊಂಡಿದ್ದು, ಅಂಗಡಿಯಲ್ಲಿದ್ದ ದಿನಸಿ, ಬಾಳೆಯ ಸಾಮಾನುಗಳು ಹಾನಿಗೊಂಡಿವೆ. ಅಕ್ಕಪಕ್ಕದವರ ನೆರವಿನಿಂದ ಅಗ್ನಿಶಾಮಕ ದಳದ ಸಿಬ್ಬಂದಿ ತಕ್ಷಣ ಸ್ಥಳಕ್ಕೆ ಆಗಮಿಸಿ ಬೆಂಕಿ ನಂದಿಸುವ ಮೂಲಕ ಅಕ್ಕಪಕ್ಕದ ಅಂಗಡಿಗಳಿಗೆ ಬೆಂಕಿ ಹರಡದಂತೆ ನೋಡಿಕೊಂಡರು.	[929, 1729, 1483, 1785]
story6-officer	[1414, 1944, 1474, 2104]
quote-author-name: ಬಸವರಾಜ ಬೊಮ್ಮಾಯಿ,	[683, 455, 769, 467]
reg-cyan-dot	[1364, 2350, 1376, 2362]
lead-quote-box	[605, 267, 835, 503]
story2-text: ಶಾಮನೂರು ಕುಟುಂಬದಲ್ಲಿಯೇ ಮಂತ್ರಿ, ಸಂಸದರು ಇದ್ದರೂ, ಇದೀಗ ಮೂರನೇ ತಲೆಮಾರಿಗೆ ಕಾಂಗ್ರೆಸ್ ಟಿಕೆಟ್ ನೀಡಿದೆ. ಇದೇ ಸ್ಥಿತಿ ಮುಂದುವರಿದರೆ ನಿಷ್ಠಾವಂತ ಕಾರ್ಯಕರ್ತರು ಕೇವಲ ಬಾವುಟ ಹಿಡಿಯುವ ಕೆಲಸಕ್ಕೆ ಸೀಮಿತವಾಗುತ್ತಾರೆ. ಕಾಂಗ್ರೆಸ್ ಕುಟುಂಬ ರಾಜಕಾರಣಕ್ಕೆ ಭವಿಷ್ಯವಿಲ್ಲ ಎಂದು ವಿಧಾನಸಭಾ ವಿಪಕ್ಷ ನಾಯಕ ಆರ್.ಅಶೋಕ್ ಹೇಳಿದರು. ನಗರದ ಬಿಜೆಪಿ ಕಚೇರಿಯಲ್ಲಿ ಮಂಗಳವಾರ ದಾವಣಗೆರೆ ದಕ್ಷಿಣ ಕ್ಷೇತ್ರದ ಉಪಚುನಾವಣೆ ಹಿನ್ನೆಲೆಯಲ್ಲಿ ಪಕ್ಷದ ಪ್ರಣಾಳಿಕೆ ಬಿಡುಗಡೆಗೊಳಿಸಿ ಮಾತನಾಡಿದ ಅವರು, ದಾವಣಗೆರೆ ದಕ್ಷಿಣ ಕ್ಷೇತ್ರದಲ್ಲಿ ಶಾಮನೂರು ಕುಟುಂಬದ ಮೂರನೇ ತಲೆಮಾರಿಗೆ ಟಿಕೆಟ್ ನೀಡಲಾಗಿದೆ. ಹೀಗಾಗಿ ಟಿಕೆಟ್ ಆಕಾಂಕ್ಷಿಗಳಾಗಿದ್ದ ಕಾಂಗ್ರೆಸ್ ಮುಖಂಡರು ನಿರಾಸೆಗೊಂಡಿದ್ದಾರೆ. ಕಾಂಗ್ರೆಸ್ ಪಕ್ಷದಲ್ಲಿ ಅಲ್ಪಸಂಖ್ಯಾತರು, ದಲಿತರು ಹಾಗೂ ಹಿಂದುಳಿದ ವರ್ಗದವರಿಗೆ ಅನ್ಯಾಯವಾಗಿದೆ. ಶಾಮನೂರು ಕುಟುಂಬ ಕಳೆದ ಹಲವು ವರ್ಷಗಳಿಂದ ಅಧಿಕಾರದಲ್ಲಿದೆ. ಕಾಂಗ್ರೆಸ್ ಅಭ್ಯರ್ಥಿ ಗೆದ್ದರೆ ಮುಂದೆ 50 ವರ್ಷಗಳವರೆಗೂ ಪಕ್ಷಕ್ಕಾಗಿ ದುಡಿದವರು ಮತ್ತು ಮೆರವಣಿಗೆಯಲ್ಲಿ ಟೋಪಿ ಮುಂದುವರೆಯಬೇಕಾಗುತ್ತದೆ. ಸಾಮಾಜಿಕ ನ್ಯಾಯದ ಬಗ್ಗೆ ಮಾತನಾಡುವ ಕಾಂಗ್ರೆಸ್ ಅಭ್ಯರ್ಥಿಯನ್ನು ಸೋಲಿಸಿ, ಬಿಜೆಪಿ ಗೆಲ್ಲಿಸಬೇಕು ಎಂದು ಕರೆ ನೀಡಿದರು. ಅಲ್ಪಸಂಖ್ಯಾತರಿಗೆ ಕಾಂಗ್ರೆಸ್ ನಿರಂತರವಾಗಿ ದ್ರೋಹವೆಸಗುತ್ತಾ ಬಂದಿದೆ. ಟಿಕೆಟ್ ನೀಡುವಲ್ಲಿ ಹೇಗೆ ಈಗ ಕೈಕೊಟ್ಟಿದ್ದಾರೆ. ಈಗಾಗಲೇ ಅಲ್ಪಸಂಖ್ಯಾತ ಸಮುದಾಯದಲ್ಲಿ ಜಾಗೃತಿ ಮೂಡಿದ್ದು, ಬಿಜೆಪಿ ಅಭ್ಯರ್ಥಿ ಗೆಲ್ಲುವ ವಿಶ್ವಾಸವಿದೆ. ಬಿಜೆಪಿ ಒಗ್ಗಟ್ಟಿನಿಂದ ಕೆಲಸ ಮಾಡುತ್ತಿದ್ದು, ಸಂಘಟನೆ ಬಲಿಷ್ಠವಾಗಿದೆ. ಅದರ ನೇತೃತ್ವ ಹೊಣೆಗಾರಿಕೆಯನ್ನು ಅಭ್ಯರ್ಥಿ ವಹಿಸಿಕೊಂಡಿದ್ದಾರೆ. ಕಳೆದ 30 ವರ್ಷಗಳಿಂದ ಶಾಮನೂರು ಕುಟುಂಬಕ್ಕೆ ಅಧಿಕಾರ ಸಿಕ್ಕಿದೆ. ಒಂದೇ ಕುಟುಂಬಕ್ಕೆ ಇನ್ನೂ ಎಷ್ಟು ಅವಕಾಶ ಕೊಡಬೇಕು? ಇದನ್ನು ಪ್ರಶ್ನಿಸುವ ಕಾಲ ಬಂದಿದೆ. ಈಗ 27 ವರ್ಷದ ಯುವ ಕಾಂಗ್ರೆಸ್ ಅಭ್ಯರ್ಥಿಗೆ ಜನರು ಹೇಗೆ ಮತ ನೀಡುತ್ತಾರೆ? ಕಾಂಗ್ರೆಸ್‌ನಿಂದ ದುರಾಡಳಿತ ನಡೆಯುತ್ತಿದೆ ಎಂದು ವ್ಯಂಗ್ಯವಾಡಿದರು. ಈ ಸಂದರ್ಭದಲ್ಲಿ ಬಿಜೆಪಿ ಮುಖಂಡರು, ಕಾರ್ಯಕರ್ತರು ಉಪಸ್ಥಿತರಿದ್ದರು.	[58, 1173, 355, 1450]
story3-dateline: ದಾವಣಗೆರೆ:	[929, 1084, 965, 1095]
reg-magenta-dot	[161, 2350, 173, 2362]
reg-magenta-dot	[1380, 2350, 1391, 2362]
loan-box-dateline: ದಾವಣಗೆರೆ:	[376, 1250, 413, 1260]
story2-dateline: ದಾವಣಗೆರೆ:	[58, 1173, 94, 1183]
registration-marks-right	[1363, 2347, 1424, 2366]
story2-banner	[134, 900, 825, 977]
date: 01 ಏಪ್ರಿಲ್ 2026	[1405, 80, 1483, 93]
registration-marks-center-right	[960, 2347, 1021, 2366]
reg-yellow-dot	[570, 2350, 581, 2362]
reg-cyan-dot	[961, 2350, 973, 2362]
story5-person	[388, 1988, 495, 2142]
reg-yellow-dot	[992, 2350, 1004, 2362]
loan-box-text: ರಾಜ್ಯದಲ್ಲಿರುವುದು ಕಾಂಗ್ರೆಸ್ ಫೋನ್ ಪೇ ಲಂಚದ ಸರ್ಕಾರ. ರಾಜ್ಯದ ಜನರ ಮೇಲೆ ಸಾಲದ ಹೊರೆ ಏರಿಸುವ ಮೂಲಕ ಸಿದ್ದರಾಮಯ್ಯನವರು ಸಾಲರಾಮಯ್ಯರಾಗಿದ್ದಾರೆ ಎಂದು ವಿಧಾನಸಭಾ ವಿಪಕ್ಷ ನಾಯಕ ಆರ್.ಅಶೋಕ್ ಟೀಕಿಸಿದರು. ನಗರದ ಜಿಲ್ಲಾ ಬಿಜೆಪಿ ಕಚೇರಿಯಲ್ಲಿ ಮಂಗಳವಾರ ಸುದ್ದಿಗೋಷ್ಠಿಯಲ್ಲಿ ಮಾತನಾಡಿದ ಅವರು, ಸಿದ್ದರಾಮಯ್ಯ ನೇತೃತ್ವದ ಕಾಂಗ್ರೆಸ್ ಸರ್ಕಾರ ಅಭಿವೃದ್ಧಿಯನ್ನು ಮರೆತು ಕೇವಲ ಲಂಚ ಪಡೆಯುವುದರಲ್ಲಿ ಮಗ್ನವಾಗಿದೆ. ಲಂಚ ಹಣವನ್ನು ಫೋನ್ ಪೇ ಮೂಲಕವೇ ಹಾಕಿಸಿಕೊಳ್ಳುತ್ತಿದೆ. ಕಾಂಗ್ರೆಸ್ ಸರ್ಕಾರ ಅಧಿಕಾರಕ್ಕೆ ಬಂದ ಈ ಮೂರು ವರ್ಷಗಳಲ್ಲಿ ಸಾಲವನ್ನು ವಿಪರೀತ ಸಾಲ ಮಾಡುವ ಮೂಲಕ ಆರ್ಥಿಕ ಶಿಸ್ತನ್ನು ಉಲ್ಲಂಘಿಸಿದೆ. ಪ್ರತಿಯೊಬ್ಬ ನಾಗರಿಕನ ಮೇಲೆ 1.12 ಲಕ್ಷ ರೂ. ಸಾಲ ಹೊರಿಸಿದೆ ಎಂದರು. ರಾಜ್ಯದಲ್ಲಿ ಕಾಂಗ್ರೆಸ್ ಸರ್ಕಾರ ಅಧಿಕಾರಕ್ಕೆ ಬಂದ ನಂತರ ಅಭಿವೃದ್ಧಿ ಕಾರ್ಯಗಳು ಸಂಪೂರ್ಣ ಕುಂಠಿತಗೊಂಡಿವೆ. ಕೋವಿಡ್ ಸಮಯದಲ್ಲಿ ಫೋಟೋ ಕೊಟ್ಟಿದ್ದು ಕೇಳುವರಿಲ್ಲ. ಕಾಂಗ್ರೆಸ್ ಪಕ್ಷವು ಗ್ಯಾರಂಟಿ ಯೋಜನೆಗಳ ಹೆಸರಿನಲ್ಲಿ ಜನರ ಮೇಲೆ ತೆರಿಗೆ ಭಾರ ಹೇರುತ್ತಿದೆ. ರಾಜ್ಯದ 3,617 ಕನ್ನಡ ಶಾಲೆಗಳು ಮುಚ್ಚುತ್ತಿವೆ. 4,398 ಶಾಲೆಗಳಲ್ಲಿ ಒಬ್ಬ ಶಿಕ್ಷಕರು ಮಾತ್ರ ಇದ್ದಾರೆ. 14,000 ಶಿಕ್ಷಕರ ಹುದ್ದೆಗಳು ಖಾಲಿ ಇವೆ ಎಂದರು. ಕೆ.ಜಿ.ಕೊಂಡಿಲ್ಲ, ದರಿಕರ ಕಾರ್ಡ್ ಹಂಚಿಕೆ ಸರಿಯಾದ ಯೋಜನೆಗಳಲ್ಲಿಯೂ ಸರ್ಕಾರ ವಿಫಲವಾಗಿದೆ. ಎಸ್ಸಿ ಎಸ್ಟಿ ಯೋಜನೆಯ ಹಣವನ್ನು ಬೇರೆ ಯೋಜನೆಗಳಿಗೆ ಬಳಸಲಾಗಿದೆ. ನಗರದಲ್ಲಿ ಭ್ರಷ್ಟಾಚಾರ ಹೆಚ್ಚಾಗಿದ್ದು 10 ತಿಂಗಳಲ್ಲಿ ರೈತರ ಸಾಲ ಮನ್ನಾ ಭರವಸೆ ಈಡೇರಿಲ್ಲ. ಸುಮಾರು 4 ಲಕ್ಷಕ್ಕೂ ಹೆಚ್ಚು ಜನ ಮನೆ ಕಟ್ಟಿಕೊಂಡು ವಿದ್ಯುತ್ ಸಂಪರ್ಕಕ್ಕಾಗಿ ಕಾಯುತ್ತಿದ್ದಾರೆ. ಕೇಂದ್ರ ಸರ್ಕಾರ ರಾಜ್ಯಕ್ಕೆ ತೆರಿಗೆ ಪಾಲು ನೀಡುತ್ತಿದೆ. ಬಿಜೆಪಿ ಸರ್ಕಾರ ಅಧಿಕಾರದಲ್ಲಿ ಇದ್ದಾಗ ರೈತರಿಗೆ ಹಲವು ಯೋಜನೆಗಳನ್ನು ನೀಡಿತ್ತು. ಹಿಂದೂ ಸಮುದಾಯಕ್ಕೆ ಸೇರಿದ ಎಲ್ಲರಿಗೂ ಅನ್ಯಾಯ ಮಾಡುತ್ತಿದೆ ಎಂದು ಆರೋಪಿಸಿದರು. ಮಾಜಿ ಕೇಂದ್ರ ಸಚಿವ ಜಿ.ಎಂ.ಸಿದ್ದೇಶ್ವರ, ಮಾಜಿ ಸಚಿವ ಎಂ.ಪಿ.ರೇಣುಕಾಚಾರ್ಯ, ಪಕ್ಷದ ಜಿಲ್ಲಾಧ್ಯಕ್ಷ ಎನ್.ರಾಜಶೇಖರ, ವಿಧಾನ ಪರಿಷತ್ ಸದಸ್ಯ ಡಾ.ಎ.ಹೆಚ್.ಶಿವಯೋಗಿಸ್ವಾಮಿ, ವಿಧಾನಸಭಾ ಮಾಜಿ ಸದಸ್ಯರು, ಕೆ.ಎಸ್.ನವೀನ್ ಸುದ್ದಿಗೋಷ್ಠಿಯಲ್ಲಿ ಹಾಜರಿದ್ದರು.	[376, 1250, 900, 1438]
side-body-lower	[1050, 537, 1482, 745]
quote-text: ಕಾಂಗ್ರೆಸ್ ಸರ್ಕಾರ ಸುಮಾರು 5 ಲಕ್ಷ ಕೋಟಿ ಹೊಸ ಸಾಲ ಮಾಡಿದೆ. ಇದರಿಂದ ರಾಜ್ಯದ ಆರ್ಥಿಕ ಪರಿಸ್ಥಿತಿ ಸಂಕಷ್ಟಕ್ಕೆ ಸಿಲುಕಿದೆ. ಸರ್ಕಾರದ ಪ್ರತಿಯೊಂದು ಹಂತದಲ್ಲೂ ಭ್ರಷ್ಟಾಚಾರ ವ್ಯಾಪಿಸಿದೆ	[670, 280, 826, 362]
loan-box-body	[376, 1248, 900, 1814]
lead-kicker: ಕಾಂಗ್ರೆಸ್ ಸರ್ಕಾರಕ್ಕೆ ರಾಜ್ಯದ ಅಭಿವೃದ್ಧಿ ಬಗ್ಗೆ ಗಮನವಿಲ್ಲ | ಸಿದ್ದರಾಮಯ್ಯ ನೇತೃತ್ವದ ಸರ್ಕಾರದ ವಿರುದ್ಧ ಮಾಜಿ ಸಿಎಂ ಬಿ.ಎಸ್. ಯಡಿಯೂರಪ್ಪ ವಾಗ್ದಾಳಿ	[125, 154, 1172, 178]
reg-cyan-dot	[539, 2350, 551, 2362]
